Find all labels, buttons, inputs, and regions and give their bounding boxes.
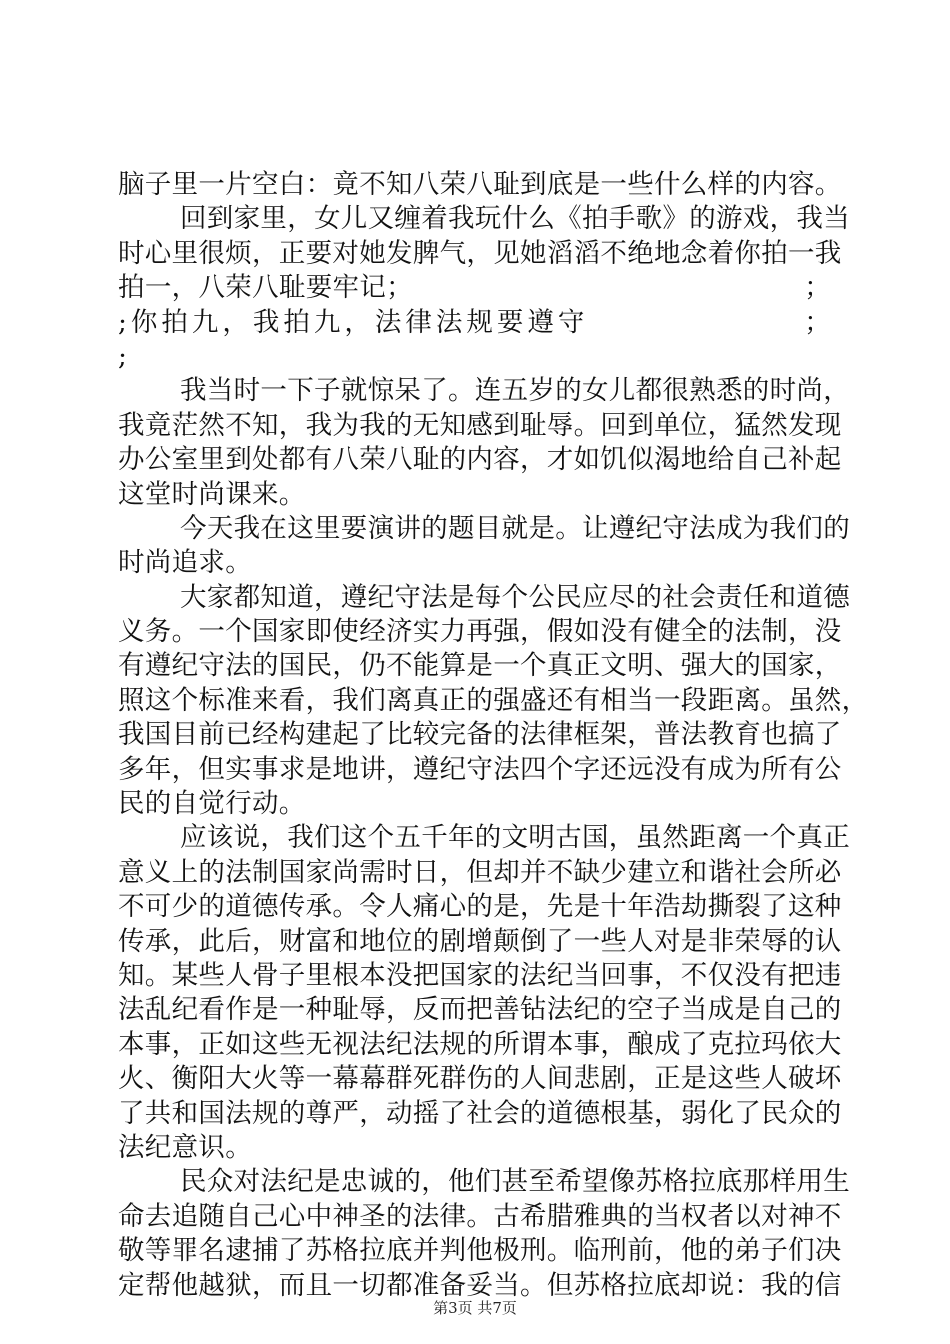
text-line: 命去追随自己心中神圣的法律。古希腊雅典的当权者以对神不 [118,1200,842,1232]
text-line: 我竟茫然不知，我为我的无知感到耻辱。回到单位，猛然发现 [118,409,842,441]
spaced-char: 牢 [332,272,360,304]
text-line: 有遵纪守法的国民，仍不能算是一个真正文明、强大的国家， [118,650,842,682]
text-line: 定帮他越狱，而且一切都准备妥当。但苏格拉底却说：我的信 [118,1269,842,1301]
page-number-footer: 第3页 共7页 [433,1299,517,1317]
spaced-char: 耻 [278,272,306,304]
text-line: 本事，正如这些无视法纪法规的所谓本事，酿成了克拉玛依大 [118,1028,842,1060]
text-line: 传承，此后，财富和地位的剧增颠倒了一些人对是非荣辱的认 [118,925,842,957]
spaced-text-line [118,306,831,340]
text-line: 民的自觉行动。 [118,788,306,820]
text-fragment: ； [804,306,831,338]
spaced-char: 一 [144,272,172,304]
text-line: 不可少的道德传承。令人痛心的是，先是十年浩劫撕裂了这种 [118,891,842,923]
text-line: 知。某些人骨子里根本没把国家的法纪当回事，不仅没有把违 [118,959,842,991]
spaced-char: 要 [305,272,333,304]
spaced-char: ， [171,272,199,304]
text-line: 火、衡阳大火等一幕幕群死群伤的人间悲剧，正是这些人破坏 [118,1063,842,1095]
text-line: 敬等罪名逮捕了苏格拉底并判他极刑。临刑前，他的弟子们决 [118,1235,842,1267]
text-line: 时尚追求。 [118,547,252,579]
text-line: 法纪意识。 [118,1131,252,1163]
text-line: 法乱纪看作是一种耻辱，反而把善钻法纪的空子当成是自己的 [118,994,842,1026]
spaced-char: 拍 [118,272,145,304]
text-line: 这堂时尚课来。 [118,478,306,510]
text-line: 我国目前已经构建起了比较完备的法律框架，普法教育也搞了 [118,719,842,751]
text-line: 脑子里一片空白：竟不知八荣八耻到底是一些什么样的内容。 [118,169,842,200]
text-line: 照这个标准来看，我们离真正的强盛还有相当一段距离。虽然， [118,684,869,716]
text-line: 多年，但实事求是地讲，遵纪守法四个字还远没有成为所有公 [118,753,842,785]
text-fragment: ;你拍九，我拍九，法律法规要遵守 [118,306,589,338]
spaced-char: 八 [198,272,226,304]
text-line: 意义上的法制国家尚需时日，但却并不缺少建立和谐社会所必 [118,856,842,888]
spaced-char: 八 [252,272,279,304]
text-line: 回到家里，女儿又缠着我玩什么《拍手歌》的游戏，我当 [180,203,850,235]
text-line: 我当时一下子就惊呆了。连五岁的女儿都很熟悉的时尚， [180,375,850,407]
document-body [118,168,869,1303]
spaced-char: 记 [359,272,387,304]
text-line: 应该说，我们这个五千年的文明古国，虽然距离一个真正 [180,822,850,854]
text-line: 今天我在这里要演讲的题目就是。让遵纪守法成为我们的 [180,512,850,544]
text-line: 义务。一个国家即使经济实力再强，假如没有健全的法制，没 [118,616,842,648]
text-line: 民众对法纪是忠诚的，他们甚至希望像苏格拉底那样用生 [180,1166,850,1198]
spaced-text-line [118,271,831,305]
spaced-char: ； [386,272,413,304]
text-line: 时心里很烦，正要对她发脾气，见她滔滔不绝地念着你拍一我 [118,237,842,269]
text-line: 办公室里到处都有八荣八耻的内容，才如饥似渴地给自己补起 [118,444,842,476]
spaced-char: 荣 [225,272,253,304]
text-line: ; [118,340,128,372]
spaced-char: ； [804,272,831,304]
text-line: 了共和国法规的尊严，动摇了社会的道德根基，弱化了民众的 [118,1097,842,1129]
text-line: 大家都知道，遵纪守法是每个公民应尽的社会责任和道德 [180,581,850,613]
